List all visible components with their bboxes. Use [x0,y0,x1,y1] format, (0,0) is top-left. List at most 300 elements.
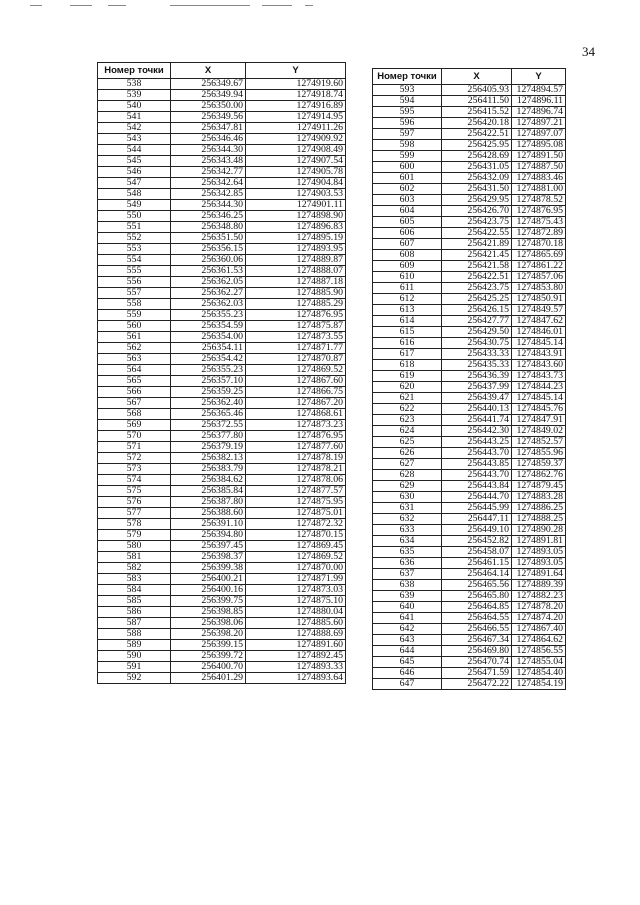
x-cell: 256429.95 [442,195,512,206]
y-cell: 1274872.89 [512,228,566,239]
x-cell: 256469.80 [442,646,512,657]
x-cell: 256405.93 [442,85,512,96]
y-cell: 1274873.03 [246,585,346,596]
y-cell: 1274867.60 [246,376,346,387]
point-number-cell: 589 [98,640,171,651]
point-number-cell: 622 [373,404,442,415]
table-row [98,222,346,233]
table-row [373,283,566,294]
table-row [373,635,566,646]
y-cell: 1274916.89 [246,101,346,112]
x-cell: 256354.42 [171,354,246,365]
point-number-cell: 625 [373,437,442,448]
table-row [373,415,566,426]
point-number-cell: 635 [373,547,442,558]
table-row [98,563,346,574]
y-cell: 1274869.52 [246,365,346,376]
point-number-cell: 567 [98,398,171,409]
point-number-cell: 574 [98,475,171,486]
y-cell: 1274905.78 [246,167,346,178]
y-cell: 1274919.60 [246,79,346,90]
table-row [373,239,566,250]
table-row [98,112,346,123]
x-cell: 256443.85 [442,459,512,470]
table-row [98,596,346,607]
point-number-cell: 541 [98,112,171,123]
x-cell: 256355.23 [171,310,246,321]
point-number-cell: 564 [98,365,171,376]
table-row [98,420,346,431]
y-cell: 1274891.60 [246,640,346,651]
x-cell: 256349.56 [171,112,246,123]
point-number-cell: 584 [98,585,171,596]
x-cell: 256472.22 [442,679,512,690]
x-cell: 256344.30 [171,200,246,211]
point-number-cell: 609 [373,261,442,272]
point-number-cell: 633 [373,525,442,536]
y-cell: 1274847.91 [512,415,566,426]
x-cell: 256433.33 [442,349,512,360]
x-cell: 256421.58 [442,261,512,272]
x-cell: 256441.74 [442,415,512,426]
point-number-cell: 575 [98,486,171,497]
table-row [98,486,346,497]
x-cell: 256428.69 [442,151,512,162]
y-cell: 1274871.99 [246,574,346,585]
table-row [373,294,566,305]
point-number-cell: 565 [98,376,171,387]
point-number-cell: 550 [98,211,171,222]
table-row [98,123,346,134]
x-cell: 256452.82 [442,536,512,547]
point-number-cell: 561 [98,332,171,343]
point-number-cell: 544 [98,145,171,156]
point-number-cell: 592 [98,673,171,684]
y-cell: 1274854.40 [512,668,566,679]
x-cell: 256382.13 [171,453,246,464]
point-number-cell: 595 [373,107,442,118]
y-cell: 1274885.90 [246,288,346,299]
x-cell: 256458.07 [442,547,512,558]
x-cell: 256349.94 [171,90,246,101]
point-number-cell: 639 [373,591,442,602]
point-number-cell: 573 [98,464,171,475]
table-row [373,459,566,470]
x-cell: 256415.52 [442,107,512,118]
y-cell: 1274893.64 [246,673,346,684]
y-cell: 1274889.39 [512,580,566,591]
y-cell: 1274891.50 [512,151,566,162]
table-row [98,651,346,662]
point-number-cell: 579 [98,530,171,541]
y-cell: 1274895.19 [246,233,346,244]
point-number-cell: 636 [373,558,442,569]
point-number-cell: 551 [98,222,171,233]
y-cell: 1274891.64 [512,569,566,580]
x-cell: 256384.62 [171,475,246,486]
y-cell: 1274896.11 [512,96,566,107]
table-row [98,343,346,354]
table-row [373,371,566,382]
x-cell: 256399.75 [171,596,246,607]
table-row [98,629,346,640]
x-cell: 256350.00 [171,101,246,112]
y-cell: 1274887.50 [512,162,566,173]
y-cell: 1274893.95 [246,244,346,255]
y-cell: 1274846.01 [512,327,566,338]
point-number-cell: 583 [98,574,171,585]
table-row [98,233,346,244]
x-cell: 256342.64 [171,178,246,189]
y-cell: 1274875.43 [512,217,566,228]
point-number-cell: 543 [98,134,171,145]
x-cell: 256442.30 [442,426,512,437]
point-number-cell: 626 [373,448,442,459]
x-cell: 256388.60 [171,508,246,519]
table-row [98,178,346,189]
table-row [373,140,566,151]
table-row [98,497,346,508]
table-row [373,151,566,162]
y-cell: 1274843.73 [512,371,566,382]
x-cell: 256461.15 [442,558,512,569]
y-cell: 1274843.60 [512,360,566,371]
table-row [373,393,566,404]
point-number-cell: 597 [373,129,442,140]
x-cell: 256357.10 [171,376,246,387]
x-cell: 256391.10 [171,519,246,530]
point-number-cell: 559 [98,310,171,321]
x-cell: 256422.51 [442,129,512,140]
x-cell: 256465.56 [442,580,512,591]
point-number-cell: 569 [98,420,171,431]
table-row [373,668,566,679]
x-cell: 256362.03 [171,299,246,310]
y-cell: 1274872.32 [246,519,346,530]
y-cell: 1274909.92 [246,134,346,145]
table-row [98,200,346,211]
y-cell: 1274903.53 [246,189,346,200]
x-cell: 256355.23 [171,365,246,376]
header-x: X [171,63,246,79]
x-cell: 256400.70 [171,662,246,673]
y-cell: 1274874.20 [512,613,566,624]
x-cell: 256447.11 [442,514,512,525]
x-cell: 256346.25 [171,211,246,222]
y-cell: 1274865.69 [512,250,566,261]
table-row [373,492,566,503]
table-row [98,211,346,222]
y-cell: 1274889.87 [246,255,346,266]
point-number-cell: 585 [98,596,171,607]
point-number-cell: 562 [98,343,171,354]
x-cell: 256354.11 [171,343,246,354]
y-cell: 1274893.33 [246,662,346,673]
y-cell: 1274877.60 [246,442,346,453]
y-cell: 1274870.18 [512,239,566,250]
header-y: Y [246,63,346,79]
point-number-cell: 600 [373,162,442,173]
table-row [98,365,346,376]
y-cell: 1274894.57 [512,85,566,96]
x-cell: 256356.15 [171,244,246,255]
table-row [373,437,566,448]
table-row [98,475,346,486]
table-row [98,189,346,200]
point-number-cell: 616 [373,338,442,349]
y-cell: 1274878.20 [512,602,566,613]
table-row [373,514,566,525]
y-cell: 1274908.49 [246,145,346,156]
y-cell: 1274862.76 [512,470,566,481]
table-row [373,129,566,140]
x-cell: 256348.80 [171,222,246,233]
x-cell: 256379.19 [171,442,246,453]
y-cell: 1274868.61 [246,409,346,420]
point-number-cell: 594 [373,96,442,107]
point-number-cell: 628 [373,470,442,481]
y-cell: 1274855.04 [512,657,566,668]
table-row [98,541,346,552]
x-cell: 256423.75 [442,217,512,228]
table-row [98,409,346,420]
table-row [373,404,566,415]
point-number-cell: 605 [373,217,442,228]
table-row [373,580,566,591]
point-number-cell: 560 [98,321,171,332]
table-row [373,272,566,283]
point-number-cell: 553 [98,244,171,255]
y-cell: 1274876.95 [246,310,346,321]
y-cell: 1274875.10 [246,596,346,607]
x-cell: 256398.85 [171,607,246,618]
y-cell: 1274892.45 [246,651,346,662]
point-number-cell: 614 [373,316,442,327]
table-row [373,470,566,481]
x-cell: 256365.46 [171,409,246,420]
y-cell: 1274896.74 [512,107,566,118]
point-number-cell: 640 [373,602,442,613]
point-number-cell: 644 [373,646,442,657]
table-row [373,305,566,316]
point-number-cell: 576 [98,497,171,508]
point-number-cell: 582 [98,563,171,574]
point-number-cell: 631 [373,503,442,514]
point-number-cell: 566 [98,387,171,398]
point-number-cell: 603 [373,195,442,206]
y-cell: 1274907.54 [246,156,346,167]
x-cell: 256401.29 [171,673,246,684]
y-cell: 1274875.01 [246,508,346,519]
table-row [98,167,346,178]
header-point-number: Номер точки [98,63,171,79]
point-number-cell: 542 [98,123,171,134]
table-row [373,624,566,635]
point-number-cell: 634 [373,536,442,547]
y-cell: 1274904.84 [246,178,346,189]
y-cell: 1274875.95 [246,497,346,508]
y-cell: 1274852.57 [512,437,566,448]
point-number-cell: 572 [98,453,171,464]
table-row [373,118,566,129]
y-cell: 1274864.62 [512,635,566,646]
x-cell: 256439.47 [442,393,512,404]
x-cell: 256359.25 [171,387,246,398]
y-cell: 1274901.11 [246,200,346,211]
x-cell: 256354.00 [171,332,246,343]
y-cell: 1274885.60 [246,618,346,629]
point-number-cell: 540 [98,101,171,112]
x-cell: 256362.40 [171,398,246,409]
y-cell: 1274914.95 [246,112,346,123]
table-row [373,481,566,492]
table-row [98,398,346,409]
table-row [373,195,566,206]
page-number: 34 [582,44,595,59]
y-cell: 1274881.00 [512,184,566,195]
point-number-cell: 578 [98,519,171,530]
x-cell: 256435.33 [442,360,512,371]
x-cell: 256399.38 [171,563,246,574]
y-cell: 1274878.19 [246,453,346,464]
x-cell: 256398.06 [171,618,246,629]
y-cell: 1274882.23 [512,591,566,602]
table-row [373,349,566,360]
point-number-cell: 538 [98,79,171,90]
x-cell: 256351.50 [171,233,246,244]
y-cell: 1274876.95 [246,431,346,442]
y-cell: 1274875.87 [246,321,346,332]
point-number-cell: 617 [373,349,442,360]
y-cell: 1274853.80 [512,283,566,294]
y-cell: 1274887.18 [246,277,346,288]
table-row [98,442,346,453]
y-cell: 1274869.45 [246,541,346,552]
x-cell: 256426.15 [442,305,512,316]
x-cell: 256425.25 [442,294,512,305]
top-scan-marks [30,5,320,8]
table-row [98,354,346,365]
x-cell: 256411.50 [442,96,512,107]
x-cell: 256440.13 [442,404,512,415]
x-cell: 256399.15 [171,640,246,651]
point-number-cell: 596 [373,118,442,129]
table-row [373,591,566,602]
point-number-cell: 593 [373,85,442,96]
x-cell: 256443.25 [442,437,512,448]
point-number-cell: 601 [373,173,442,184]
point-number-cell: 608 [373,250,442,261]
table-row [98,464,346,475]
point-number-cell: 590 [98,651,171,662]
table-row [373,338,566,349]
y-cell: 1274861.22 [512,261,566,272]
point-number-cell: 568 [98,409,171,420]
x-cell: 256445.99 [442,503,512,514]
y-cell: 1274854.19 [512,679,566,690]
table-row [98,574,346,585]
y-cell: 1274850.91 [512,294,566,305]
x-cell: 256429.50 [442,327,512,338]
point-number-cell: 591 [98,662,171,673]
header-point-number: Номер точки [373,69,442,85]
y-cell: 1274886.25 [512,503,566,514]
x-cell: 256422.51 [442,272,512,283]
table-row [98,431,346,442]
x-cell: 256398.20 [171,629,246,640]
x-cell: 256420.18 [442,118,512,129]
table-header-row [98,63,346,79]
x-cell: 256427.77 [442,316,512,327]
x-cell: 256372.55 [171,420,246,431]
table-row [98,332,346,343]
table-row [373,228,566,239]
x-cell: 256466.55 [442,624,512,635]
point-number-cell: 556 [98,277,171,288]
point-number-cell: 557 [98,288,171,299]
table-row [98,662,346,673]
table-row [98,585,346,596]
table-row [373,602,566,613]
y-cell: 1274847.62 [512,316,566,327]
y-cell: 1274871.77 [246,343,346,354]
x-cell: 256425.95 [442,140,512,151]
table-row [373,558,566,569]
y-cell: 1274867.40 [512,624,566,635]
x-cell: 256443.70 [442,448,512,459]
point-number-cell: 643 [373,635,442,646]
y-cell: 1274873.23 [246,420,346,431]
point-number-cell: 558 [98,299,171,310]
x-cell: 256342.77 [171,167,246,178]
x-cell: 256361.53 [171,266,246,277]
point-number-cell: 632 [373,514,442,525]
point-number-cell: 545 [98,156,171,167]
table-row [98,134,346,145]
point-number-cell: 611 [373,283,442,294]
table-row [373,448,566,459]
table-row [98,156,346,167]
y-cell: 1274845.14 [512,393,566,404]
table-row [98,244,346,255]
x-cell: 256362.05 [171,277,246,288]
table-row [373,646,566,657]
y-cell: 1274878.21 [246,464,346,475]
x-cell: 256443.84 [442,481,512,492]
point-number-cell: 615 [373,327,442,338]
table-row [373,503,566,514]
y-cell: 1274843.91 [512,349,566,360]
point-number-cell: 642 [373,624,442,635]
table-row [373,261,566,272]
table-row [98,607,346,618]
y-cell: 1274857.06 [512,272,566,283]
table-row [373,382,566,393]
point-number-cell: 621 [373,393,442,404]
y-cell: 1274873.55 [246,332,346,343]
x-cell: 256342.85 [171,189,246,200]
x-cell: 256464.85 [442,602,512,613]
point-number-cell: 586 [98,607,171,618]
y-cell: 1274877.57 [246,486,346,497]
x-cell: 256431.05 [442,162,512,173]
x-cell: 256349.67 [171,79,246,90]
point-number-cell: 577 [98,508,171,519]
point-number-cell: 612 [373,294,442,305]
table-row [98,387,346,398]
point-number-cell: 580 [98,541,171,552]
point-number-cell: 641 [373,613,442,624]
